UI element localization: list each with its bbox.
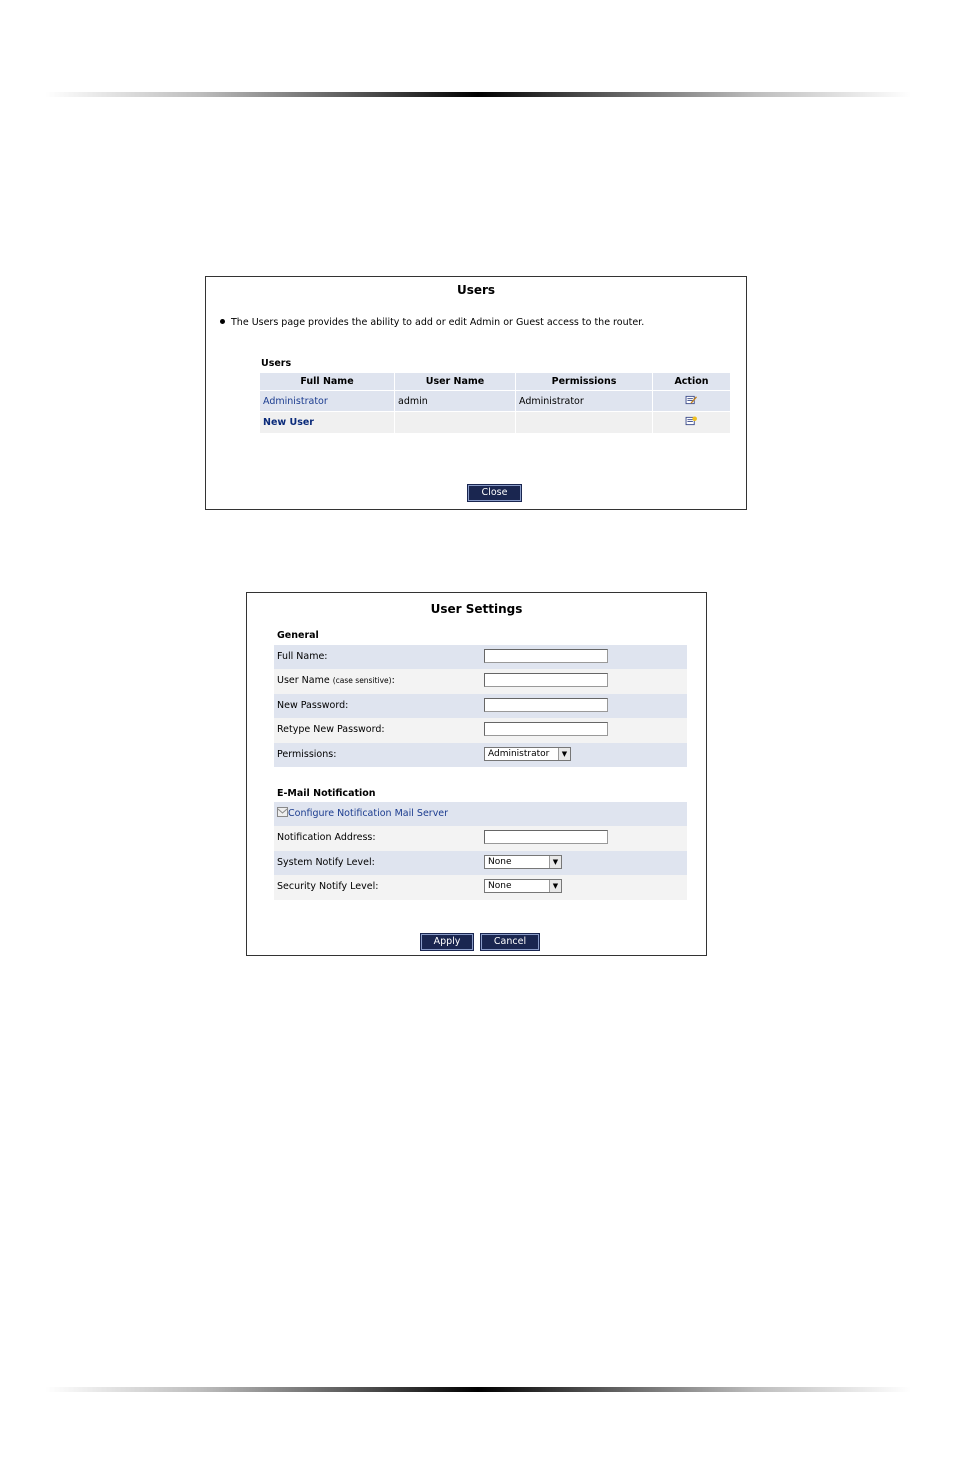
new-password-label: New Password: [277, 699, 349, 711]
email-section-label: E-Mail Notification [277, 788, 376, 799]
user-settings-dialog [246, 592, 707, 956]
settings-title: User Settings [430, 602, 523, 616]
users-section-label: Users [261, 358, 292, 369]
bullet-icon [220, 319, 225, 324]
security-notify-row [274, 875, 687, 899]
chevron-down-icon[interactable]: ▼ [558, 748, 570, 760]
notification-address-label: Notification Address: [277, 832, 376, 844]
permissions-label: Permissions: [277, 748, 337, 760]
notification-address-input[interactable] [484, 830, 608, 844]
full-name-input[interactable] [484, 649, 608, 663]
notification-address-row [274, 826, 687, 850]
cancel-button[interactable]: Cancel [481, 934, 539, 950]
new-icon[interactable] [685, 416, 698, 426]
configure-mail-server-link[interactable]: Configure Notification Mail Server [288, 808, 449, 819]
users-title: Users [456, 283, 496, 297]
user-link-administrator[interactable]: Administrator [263, 395, 328, 407]
top-rule [45, 92, 911, 97]
full-name-label: Full Name: [277, 651, 328, 662]
users-description: The Users page provides the ability to add or edit Admin or Guest access to the router. [220, 317, 644, 328]
apply-button[interactable]: Apply [421, 934, 473, 950]
new-password-input[interactable] [484, 698, 608, 712]
general-form [274, 645, 687, 767]
permissions-select[interactable]: Administrator ▼ [484, 747, 571, 761]
chevron-down-icon[interactable]: ▼ [549, 880, 561, 892]
col-permissions: Permissions [516, 373, 653, 391]
system-notify-row [274, 851, 687, 875]
general-section-label: General [277, 630, 319, 641]
user-name-row [274, 669, 687, 693]
case-sensitive-hint: (case sensitive) [332, 676, 392, 686]
table-row [260, 391, 731, 412]
close-button[interactable]: Close [468, 485, 521, 501]
edit-icon[interactable] [685, 395, 698, 405]
retype-password-row [274, 718, 687, 742]
table-row [260, 412, 731, 434]
permissions-row [274, 743, 687, 767]
user-name-cell: admin [395, 391, 516, 412]
col-action: Action [653, 373, 731, 391]
col-user-name: User Name [395, 373, 516, 391]
email-form [274, 802, 687, 900]
new-user-link[interactable]: New User [263, 417, 314, 428]
retype-password-label: Retype New Password: [277, 724, 385, 736]
system-notify-label: System Notify Level: [277, 856, 375, 868]
mail-server-icon [277, 807, 288, 817]
permissions-cell [516, 412, 653, 434]
bottom-rule [45, 1387, 911, 1392]
users-dialog [205, 276, 747, 510]
users-table [259, 372, 731, 434]
user-name-label: User Name (case sensitive): [277, 675, 395, 687]
permissions-cell: Administrator [516, 391, 653, 412]
configure-row [274, 802, 687, 826]
retype-password-input[interactable] [484, 722, 608, 736]
full-name-row [274, 645, 687, 669]
chevron-down-icon[interactable]: ▼ [549, 856, 561, 868]
col-full-name: Full Name [260, 373, 395, 391]
system-notify-select[interactable]: None ▼ [484, 855, 562, 869]
user-name-input[interactable] [484, 673, 608, 687]
user-name-cell [395, 412, 516, 434]
new-password-row [274, 694, 687, 718]
table-header [260, 373, 731, 391]
security-notify-label: Security Notify Level: [277, 881, 379, 893]
security-notify-select[interactable]: None ▼ [484, 879, 562, 893]
